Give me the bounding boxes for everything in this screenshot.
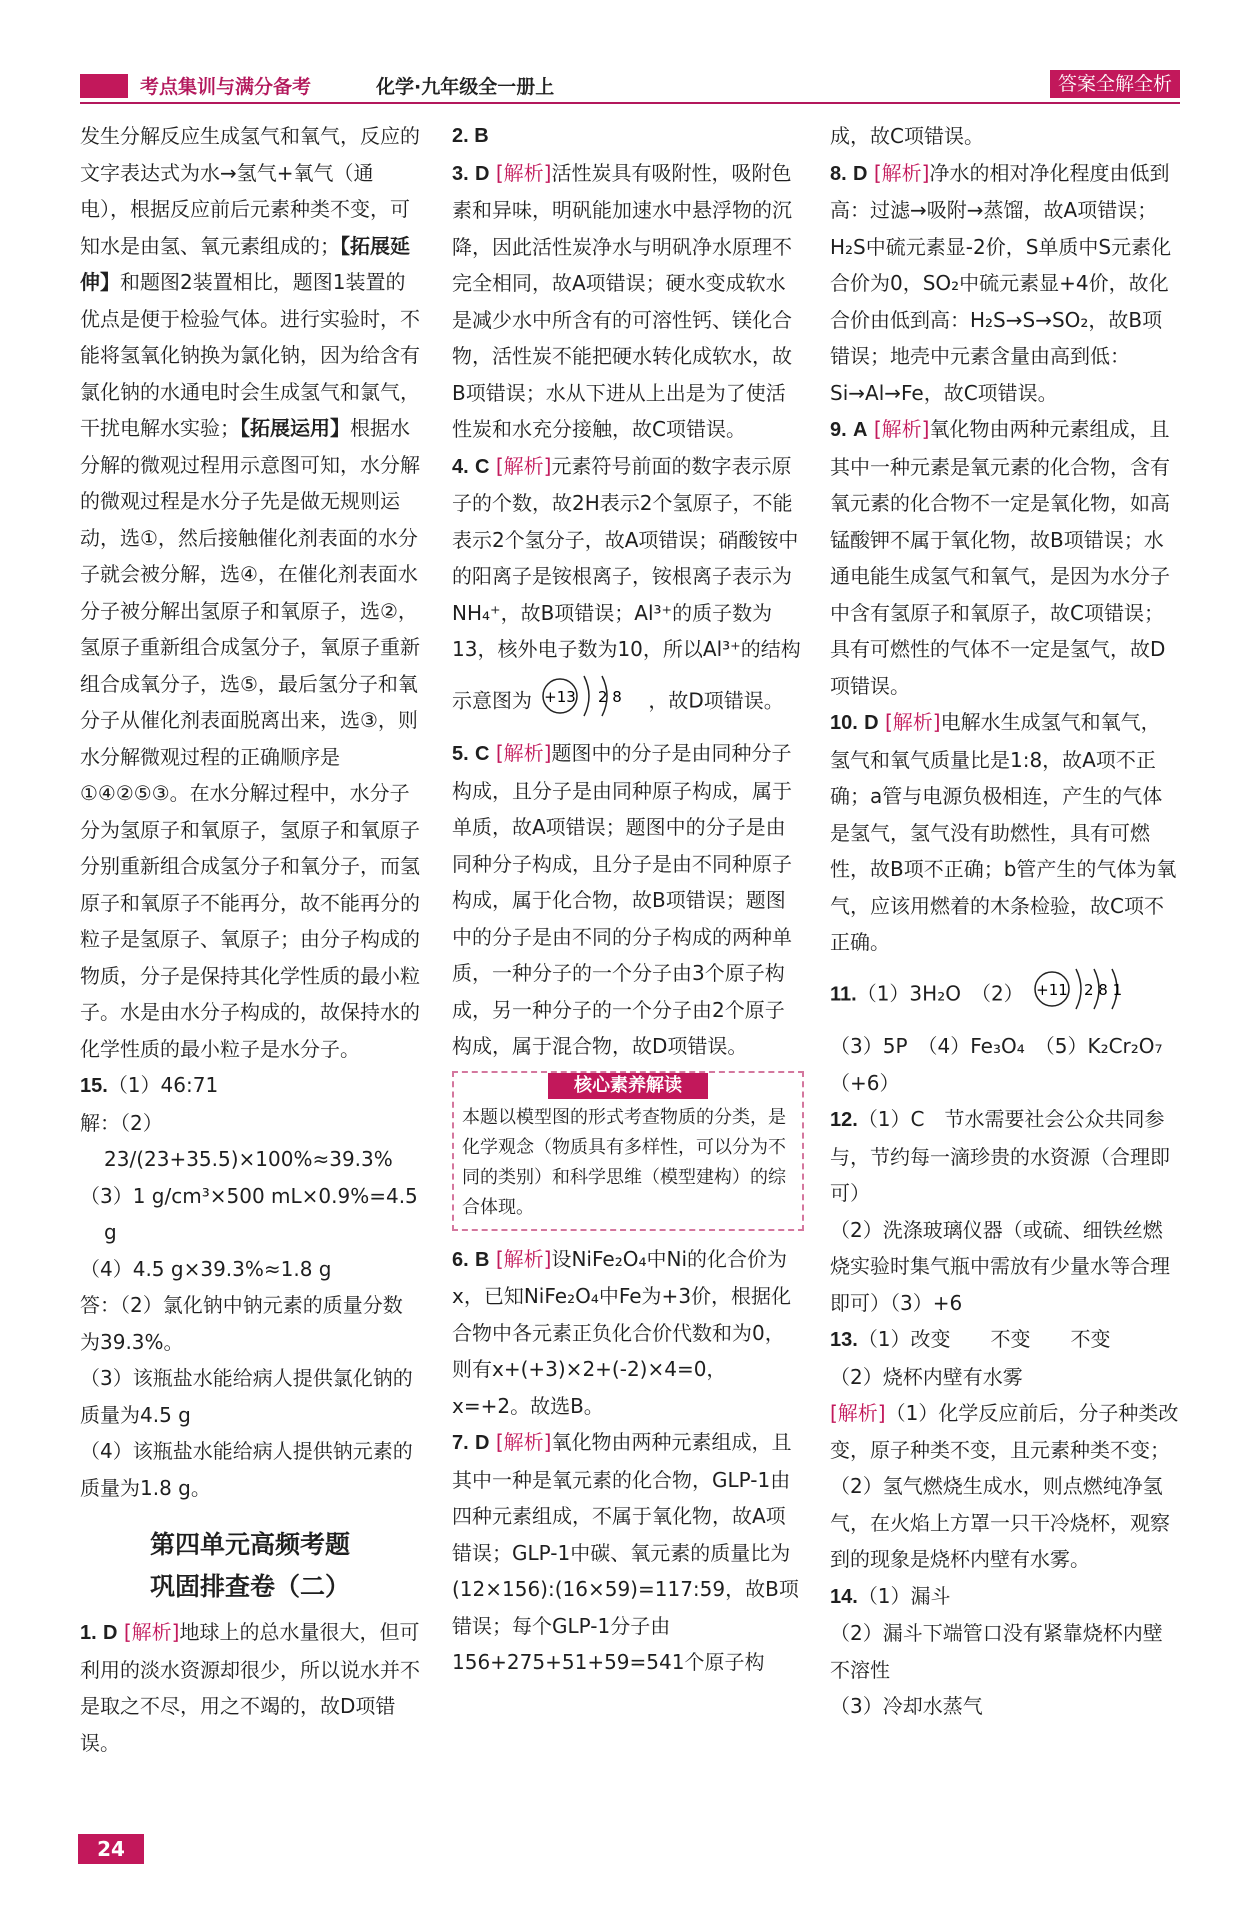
- core-literacy-title: 核心素养解读: [548, 1073, 708, 1099]
- page-header: [80, 70, 1180, 104]
- q12-answer: 12.（1）C 节水需要社会公众共同参与，节约每一滴珍贵的水资源（合理即可）: [830, 1107, 1170, 1205]
- q12-answer-2: （2）洗涤玻璃仪器（或硫、细铁丝燃烧实验时集气瓶中需放有少量水等合理即可）（3）+6: [830, 1217, 1170, 1315]
- header-subject: 化学·九年级全一册上: [376, 76, 555, 98]
- q6-answer: 6. B [解析]设NiFe₂O₄中Ni的化合价为x，已知NiFe₂O₄中Fe为+3价，根据化合物中各元素正负化合价代数和为0，则有x+(+3)×2+(-2)×4=0，x=+2。故选B。: [452, 1246, 792, 1418]
- core-literacy-box: 核心素养解读 本题以模型图的形式考查物质的分类，是化学观念（物质具有多样性，可以分为不同的类别）和科学思维（模型建构）的综合体现。: [452, 1071, 804, 1231]
- al-ion-structure-diagram: [538, 668, 648, 736]
- q9-answer: 9. A [解析]氧化物由两种元素组成，且其中一种元素是氧元素的化合物，含有氧元素的化合物不一定是氧化物，如高锰酸钾不属于氧化物，故B项错误；水通电能生成氢气和氧气，是因为水分子中含有氢原子和氧原子，故C项错误；具有可燃性的气体不一定是氢气，故D项错误。: [830, 417, 1170, 698]
- header-tag: 答案全解全析: [1050, 70, 1180, 98]
- q2-answer: 2. B: [452, 125, 489, 147]
- column-3: [830, 118, 1183, 1725]
- q8-answer: 8. D [解析]净水的相对净化程度由低到高：过滤→吸附→蒸馏，故A项错误；H₂S中硫元素显-2价，S单质中S元素化合价为0，SO₂中硫元素显+4价，故化合价由低到高：H₂S→S→SO₂，故B项错误；地壳中元素含量由高到低：Si→Al→Fe，故C项错误。: [830, 160, 1172, 405]
- column-1: [80, 118, 420, 1761]
- al-shells: 2 8: [598, 687, 623, 706]
- page-number: 24: [78, 1834, 144, 1864]
- q15-step-4: （4）4.5 g×39.3%≈1.8 g: [80, 1256, 332, 1281]
- al-nucleus: +13: [544, 687, 577, 706]
- q15-step-3: （3）1 g/cm³×500 mL×0.9%=4.5 g: [80, 1183, 418, 1244]
- na-atom-structure-diagram: [1030, 961, 1150, 1029]
- q15-answer-3: （3）该瓶盐水能给病人提供氯化钠的质量为4.5 g: [80, 1366, 413, 1427]
- q14-answer-2: （2）漏斗下端管口没有紧靠烧杯内壁 不溶性: [830, 1621, 1183, 1682]
- q14-continuation: 发生分解反应生成氢气和氧气，反应的文字表达式为水→氢气+氧气（通电），根据反应前后元素种类不变，可知水是由氢、氧元素组成的；【拓展延伸】和题图2装置相比，题图1装置的优点是便于检验气体。进行实验时，不能将氢氧化钠换为氯化钠，因为给含有氯化钠的水通电时会生成氢气和氯气，干扰电解水实验；【拓展运用】根据水分解的微观过程用示意图可知，水分解的微观过程是水分子先是做无规则运动，选①，然后接触催化剂表面的水分子就会被分解，选④，在催化剂表面水分子被分解出氢原子和氧原子，选②，氢原子重新组合成氢分子，氧原子重新组合成氧分子，选⑤，最后氢分子和氧分子从催化剂表面脱离出来，选③，则水分解微观过程的正确顺序是①④②⑤③。在水分解过程中，水分子分为氢原子和氧原子，氢原子和氧原子分别重新组合成氢分子和氧分子，而氢原子和氧原子不能再分，故不能再分的粒子是氢原子、氧原子；由分子构成的物质，分子是保持其化学性质的最小粒子。水是由水分子构成的，故保持水的化学性质的最小粒子是水分子。: [80, 124, 420, 1061]
- header-series: 考点集训与满分备考: [140, 76, 312, 98]
- q11-answer: 11.（1）3H₂O （2） +11 2 8 1: [830, 961, 1180, 1029]
- q5-answer: 5. C [解析]题图中的分子是由同种分子构成，且分子是由同种原子构成，属于单质，故A项错误；题图中的分子是由同种分子构成，且分子是由不同种原子构成，属于化合物，故B项错误；题图中的分子是由不同的分子构成的两种单质，一种分子的一个分子由3个原子构成，另一种分子的一个分子由2个原子构成，属于混合物，故D项错误。: [452, 741, 792, 1058]
- q13-answer: 13.（1）改变 不变 不变: [830, 1327, 1111, 1351]
- na-nucleus: +11: [1036, 980, 1068, 999]
- column-2: [452, 118, 804, 1681]
- q15-answer-2: 答：（2）氯化钠中钠元素的质量分数为39.3%。: [80, 1293, 403, 1354]
- unit-title: 第四单元高频考题 巩固排查卷（二）: [149, 1530, 350, 1601]
- q15-answer-4: （4）该瓶盐水能给病人提供钠元素的质量为1.8 g。: [80, 1439, 413, 1500]
- q15-answer: 15.（1）46:71: [80, 1073, 219, 1097]
- q13-explanation: [解析]（1）化学反应前后，分子种类改变，原子种类不变，且元素种类不变；（2）氢气燃烧生成水，则点燃纯净氢气，在火焰上方罩一只干冷烧杯，观察到的现象是烧杯内壁有水雾。: [830, 1401, 1179, 1571]
- q14-answer-3: （3）冷却水蒸气: [830, 1694, 983, 1718]
- q3-answer: 3. D [解析]活性炭具有吸附性，吸附色素和异味，明矾能加速水中悬浮物的沉降，因此活性炭净水与明矾净水原理不完全相同，故A项错误；硬水变成软水是减少水中所含有的可溶性钙、镁化合物，活性炭不能把硬水转化成软水，故B项错误；水从下进从上出是为了使活性炭和水充分接触，故C项错误。: [452, 160, 792, 441]
- q15-step-2: 解：（2）23/(23+35.5)×100%≈39.3%: [80, 1110, 393, 1171]
- q7-continuation: 成，故C项错误。: [830, 124, 984, 148]
- q7-answer: 7. D [解析]氧化物由两种元素组成，且其中一种是氧元素的化合物，GLP-1由四种元素组成，不属于氧化物，故A项错误；GLP-1中碳、氧元素的质量比为(12×156):(16×59)=117:59，故B项错误；每个GLP-1分子由156+275+51+59=541个原子构: [452, 1430, 799, 1674]
- q13-answer-2: （2）烧杯内壁有水雾: [830, 1364, 1023, 1389]
- q14-answer: 14.（1）漏斗: [830, 1583, 951, 1608]
- q11-answer-3-5: （3）5P （4）Fe₃O₄ （5）K₂Cr₂O₇（+6）: [830, 1034, 1163, 1095]
- q4-answer: 4. C [解析]元素符号前面的数字表示原子的个数，故2H表示2个氢原子，不能表示2个氢分子，故A项错误；硝酸铵中的阳离子是铵根离子，铵根离子表示为NH₄⁺，故B项错误；Al³⁺的质子数为13，核外电子数为10，所以Al³⁺的结构示意图为 +13 2 8 ，故D项错误。: [452, 448, 804, 736]
- q10-answer: 10. D [解析]电解水生成氢气和氧气，氢气和氧气质量比是1:8，故A项不正确；a管与电源负极相连，产生的气体是氢气，氢气没有助燃性，具有可燃性，故B项不正确；b管产生的气体为氧气，应该用燃着的木条检验，故C项不正确。: [830, 710, 1177, 954]
- na-shells: 2 8 1: [1084, 980, 1123, 999]
- q1-answer: 1. D [解析]地球上的总水量很大，但可利用的淡水资源却很少，所以说水并不是取之不尽，用之不竭的，故D项错误。: [80, 1620, 420, 1755]
- header-accent-bar: [80, 74, 128, 98]
